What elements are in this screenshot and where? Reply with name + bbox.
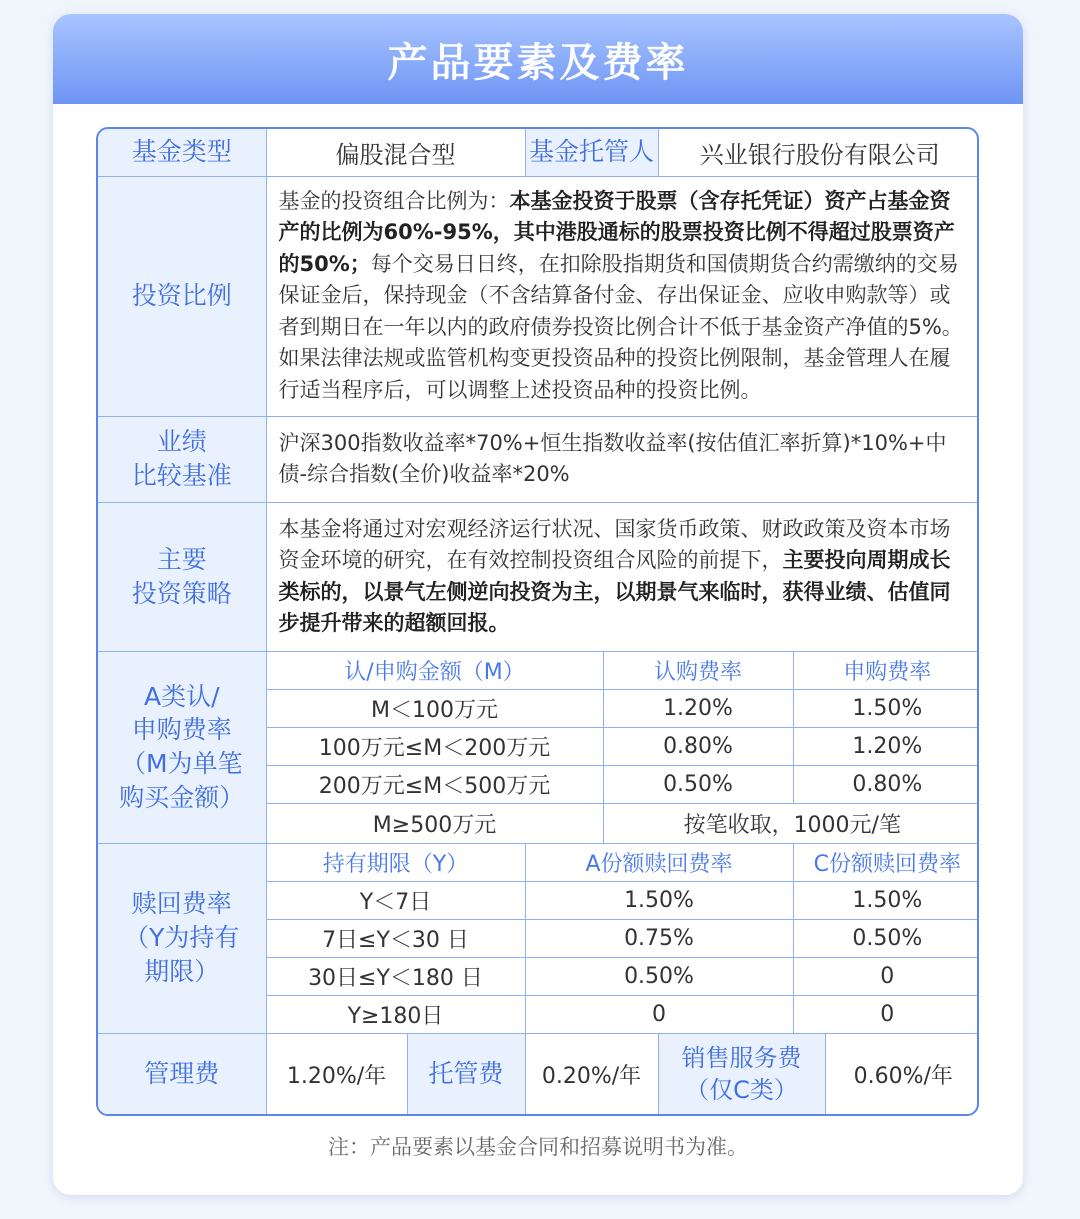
custody-fee-label: 托管费 (407, 1033, 525, 1115)
sales-fee-label (658, 1033, 825, 1115)
investment-ratio-bold: 本基金投资于股票（含存托凭证）资产占基金资产的比例为60%-95%，其中港股通标的股票投资比例不得超过股票资产的50%； (278, 188, 955, 276)
redemption-a-rate: 1.50% (525, 881, 793, 919)
sub-fee-label-line2: 申购费率 (131, 715, 232, 745)
strategy-label-line1: 主要 (156, 544, 207, 574)
strategy-row (98, 502, 979, 651)
redemption-a-rate: 0.50% (525, 957, 793, 995)
benchmark-text: 沪深300指数收益率*70%+恒生指数收益率(按估值汇率折算)*10%+中债-综合指数(全价)收益率*20% (266, 416, 979, 502)
sub-fee-flat-rate: 按笔收取，1000元/笔 (603, 803, 979, 843)
sub-fee-label (98, 651, 266, 843)
sub-fee-label-line1: A类认/ (143, 681, 220, 711)
sub-fee-label-line4: 购买金额） (119, 782, 245, 812)
sub-fee-amount: 100万元≤M＜200万元 (266, 727, 603, 765)
redemption-fee-label-line2: （Y为持有 (124, 923, 240, 953)
redemption-period: Y≥180日 (266, 995, 525, 1033)
redemption-period: 30日≤Y＜180 日 (266, 957, 525, 995)
redemption-c-rate: 0.50% (793, 919, 979, 957)
investment-ratio-text (266, 176, 979, 416)
redemption-header-c: C份额赎回费率 (793, 843, 979, 881)
sub-fee-subscribe-rate: 1.20% (603, 689, 793, 727)
redemption-c-rate: 0 (793, 957, 979, 995)
fund-elements-table (96, 127, 979, 1116)
sub-fee-header-row (98, 651, 979, 689)
strategy-intro: 本基金将通过对宏观经济运行状况、国家货币政策、财政政策及资本市场资金环境的研究，在有效控制投资组合风险的前提下， (278, 516, 951, 572)
mgmt-fee-label: 管理费 (98, 1033, 266, 1115)
investment-ratio-intro: 基金的投资组合比例为： (278, 188, 510, 213)
sub-fee-purchase-rate: 1.50% (793, 689, 979, 727)
benchmark-label (98, 416, 266, 502)
fund-type-row (98, 129, 979, 176)
fees-row (98, 1033, 979, 1115)
investment-ratio-row (98, 176, 979, 416)
sub-fee-amount: 200万元≤M＜500万元 (266, 765, 603, 803)
sales-fee-label-line2: （仅C类） (685, 1076, 798, 1105)
sub-fee-header-amount: 认/申购金额（M） (266, 651, 603, 689)
strategy-bold: 主要投向周期成长类标的，以景气左侧逆向投资为主，以期景气来临时，获得业绩、估值同步提升带来的超额回报。 (278, 548, 951, 635)
fund-type-label: 基金类型 (98, 129, 266, 176)
mgmt-fee-value: 1.20%/年 (266, 1033, 407, 1115)
redemption-c-rate: 1.50% (793, 881, 979, 919)
custodian-value: 兴业银行股份有限公司 (658, 129, 979, 176)
redemption-period: 7日≤Y＜30 日 (266, 919, 525, 957)
sub-fee-purchase-rate: 0.80% (793, 765, 979, 803)
sub-fee-amount: M≥500万元 (266, 803, 603, 843)
footnote: 注：产品要素以基金合同和招募说明书为准。 (328, 1135, 748, 1159)
sub-fee-header-subscribe: 认购费率 (603, 651, 793, 689)
redemption-a-rate: 0 (525, 995, 793, 1033)
page-title: 产品要素及费率 (387, 39, 689, 86)
redemption-fee-label-line1: 赎回费率 (131, 889, 232, 919)
sub-fee-subscribe-rate: 0.80% (603, 727, 793, 765)
sub-fee-amount: M＜100万元 (266, 689, 603, 727)
benchmark-label-line2: 比较基准 (131, 461, 232, 490)
redemption-a-rate: 0.75% (525, 919, 793, 957)
benchmark-label-line1: 业绩 (156, 427, 207, 457)
investment-ratio-rest: 每个交易日日终，在扣除股指期货和国债期货合约需缴纳的交易保证金后，保持现金（不含结算备付金、存出保证金、应收申购款等）或者到期日在一年以内的政府债券投资比例合计不低于基金资产净值的5%。如果法律法规或监管机构变更投资品种的投资比例限制，基金管理人在履行适当程序后，可以调整上述投资品种的投资比例。 (278, 251, 963, 402)
redemption-fee-header-row (98, 843, 979, 881)
redemption-c-rate: 0 (793, 995, 979, 1033)
fund-info-card (53, 14, 1023, 1195)
sub-fee-subscribe-rate: 0.50% (603, 765, 793, 803)
strategy-label-line2: 投资策略 (131, 578, 232, 608)
redemption-header-period: 持有期限（Y） (266, 843, 525, 881)
custodian-label: 基金托管人 (525, 129, 658, 176)
fund-type-value: 偏股混合型 (266, 129, 525, 176)
custody-fee-value: 0.20%/年 (525, 1033, 658, 1115)
redemption-fee-label-line3: 期限） (144, 956, 220, 986)
title-banner (53, 14, 1023, 104)
sub-fee-label-line3: （M为单笔 (120, 749, 243, 778)
redemption-period: Y＜7日 (266, 881, 525, 919)
sales-fee-label-line1: 销售服务费 (681, 1043, 802, 1072)
investment-ratio-label: 投资比例 (98, 176, 266, 416)
sales-fee-value: 0.60%/年 (825, 1033, 979, 1115)
strategy-text (266, 502, 979, 651)
sub-fee-header-purchase: 申购费率 (793, 651, 979, 689)
redemption-header-a: A份额赎回费率 (525, 843, 793, 881)
sub-fee-purchase-rate: 1.20% (793, 727, 979, 765)
redemption-fee-label (98, 843, 266, 1033)
strategy-label (98, 502, 266, 651)
benchmark-row (98, 416, 979, 502)
